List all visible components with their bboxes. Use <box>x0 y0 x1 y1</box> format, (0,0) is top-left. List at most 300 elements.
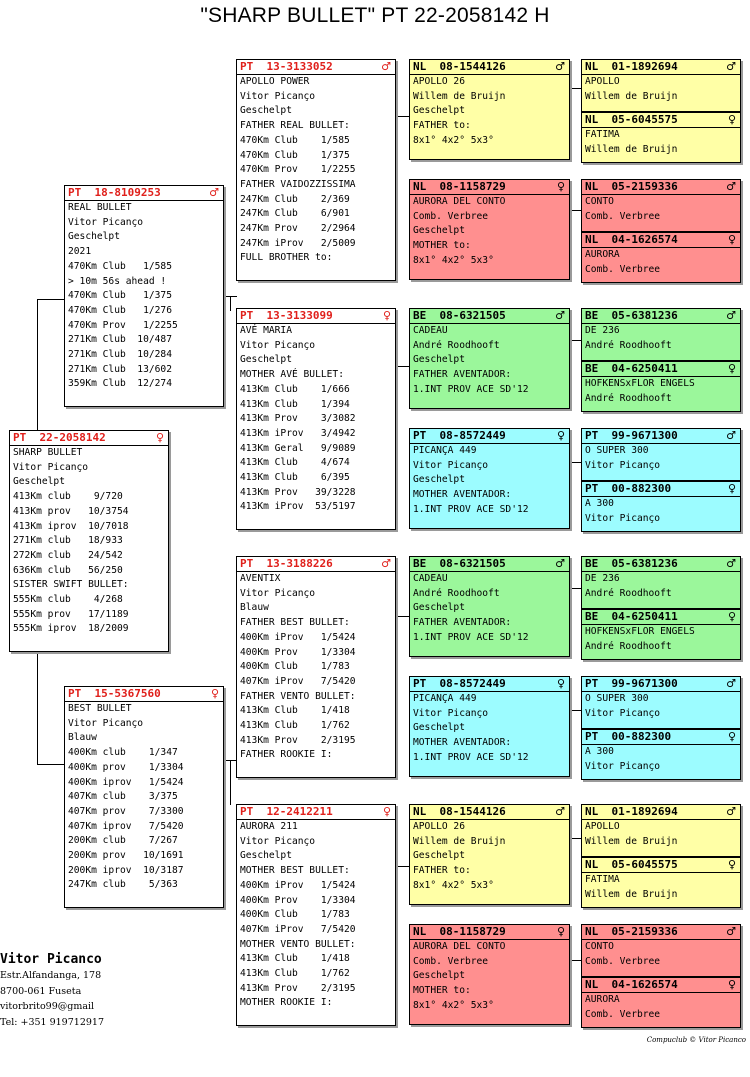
pigeon-info-line: SHARP BULLET <box>13 447 83 458</box>
pigeon-info-line: Vitor Picanço <box>585 512 661 524</box>
pigeon-entry-male <box>582 180 740 231</box>
pigeon-card-mother <box>64 686 224 908</box>
ring-number <box>582 180 740 194</box>
ring-text: PT 13-3133099 <box>240 309 333 322</box>
pigeon-info-line: 413Km Club 6/395 <box>240 472 350 484</box>
pigeon-info-line: 413Km iprov 10/7018 <box>13 520 129 532</box>
pigeon-info-line: Vitor Picanço <box>585 707 661 719</box>
female-symbol-icon: ♀ <box>727 482 736 495</box>
pigeon-info-line: FATHER VENTO BULLET: <box>240 690 356 702</box>
ring-number <box>582 978 740 992</box>
pigeon-info-line: 271Km Club 10/487 <box>68 334 172 346</box>
ring-number <box>237 60 395 74</box>
pigeon-info-line: 470Km Club 1/276 <box>68 304 172 316</box>
pigeon-card-grandparent <box>236 804 396 1026</box>
pigeon-entry-female <box>582 231 740 283</box>
female-symbol-icon: ♀ <box>727 233 736 246</box>
ring-text: BE 04-6250411 <box>585 362 678 375</box>
male-symbol-icon: ♂ <box>381 557 391 570</box>
pigeon-info-line: Vitor Picanço <box>585 760 661 772</box>
ring-text: PT 99-9671300 <box>585 429 678 442</box>
pigeon-info-line: Geschelpt <box>68 231 120 243</box>
pigeon-info-line: O SUPER 300 <box>585 693 649 704</box>
pigeon-info-line: O SUPER 300 <box>585 445 649 456</box>
pigeon-info-line: APOLLO 26 <box>413 821 465 832</box>
pigeon-info-line: 470Km Club 1/375 <box>68 290 172 302</box>
pigeon-entry-male <box>582 429 740 480</box>
pigeon-info-line: FATIMA <box>585 129 620 140</box>
pigeon-card-great-grandparent <box>409 308 570 409</box>
footer-credit: Compuclub © Vitor Picanco <box>646 1036 746 1044</box>
pigeon-info-line: André Roodhooft <box>585 587 672 599</box>
pigeon-card-grandparent <box>236 556 396 778</box>
pigeon-info-line: 413Km prov 10/3754 <box>13 505 129 517</box>
pigeon-info-line: 636Km club 56/250 <box>13 564 123 576</box>
ring-text: NL 08-1158729 <box>413 180 506 193</box>
pigeon-info-line: Comb. Verbree <box>585 263 661 275</box>
pigeon-info-line: HOFKENSxFLOR ENGELS <box>585 626 695 637</box>
pigeon-entry-female <box>582 728 740 780</box>
pigeon-info-line: A 300 <box>585 746 614 757</box>
pigeon-info-line: Comb. Verbree <box>585 955 661 967</box>
pigeon-entry-male <box>582 309 740 360</box>
pigeon-info-line: Willem de Bruijn <box>585 143 678 155</box>
ring-number <box>237 557 395 571</box>
pigeon-entry-female <box>582 480 740 532</box>
pigeon-info-line: 413Km Club 1/762 <box>240 968 350 980</box>
pigeon-info-line: 413Km Prov 39/3228 <box>240 486 356 498</box>
pigeon-info-line: 400Km Club 1/783 <box>240 661 350 673</box>
pigeon-info-line: 400Km Prov 1/3304 <box>240 646 356 658</box>
pigeon-card-great-grandparent <box>409 804 570 905</box>
pigeon-info-line: André Roodhooft <box>585 392 672 404</box>
ring-text: PT 08-8572449 <box>413 677 506 690</box>
pigeon-info-line: CADEAU <box>413 325 448 336</box>
pigeon-info-line: APOLLO POWER <box>240 76 310 87</box>
pigeon-info-line: Geschelpt <box>13 476 65 488</box>
ring-number <box>410 429 569 443</box>
pigeon-info-line: 470Km Club 1/375 <box>240 149 350 161</box>
pigeon-info-line: FATHER REAL BULLET: <box>240 120 350 132</box>
pigeon-entry-male <box>582 925 740 976</box>
pigeon-info-line: AURORA <box>585 994 620 1005</box>
owner-name: Vitor Picanco <box>0 952 102 967</box>
pigeon-info-line: 200Km prov 10/1691 <box>68 850 184 862</box>
pigeon-info-line: 200Km club 7/267 <box>68 835 178 847</box>
pigeon-entry-male <box>582 677 740 728</box>
pigeon-info-line: 413Km Club 1/418 <box>240 953 350 965</box>
pigeon-info-line: 400Km iProv 1/5424 <box>240 879 356 891</box>
pigeon-info-line: Vitor Picanço <box>68 717 144 729</box>
ring-text: PT 00-882300 <box>585 730 672 743</box>
ring-text: PT 13-3188226 <box>240 557 333 570</box>
pigeon-info-line: Willem de Bruijn <box>413 835 506 847</box>
pigeon-info-line: FATHER AVENTADOR: <box>413 369 512 381</box>
pigeon-info-line: 1.INT PROV ACE SD'12 <box>413 751 529 763</box>
ring-number <box>582 482 740 496</box>
pigeon-card-great-great-grandparents <box>581 556 741 660</box>
pigeon-entry-female <box>582 111 740 163</box>
pigeon-info-line: Geschelpt <box>240 354 292 366</box>
pigeon-info-line: AVENTIX <box>240 573 281 584</box>
pigeon-info-line: 555Km prov 17/1189 <box>13 608 129 620</box>
pigeon-card-great-great-grandparents <box>581 924 741 1028</box>
pigeon-info-line: 413Km Club 1/666 <box>240 383 350 395</box>
male-symbol-icon: ♂ <box>726 557 736 570</box>
pigeon-card-great-grandparent <box>409 924 570 1025</box>
pigeon-info-line: Vitor Picanço <box>240 587 316 599</box>
male-symbol-icon: ♂ <box>555 60 565 73</box>
pigeon-info-line: 407Km iProv 7/5420 <box>240 923 356 935</box>
female-symbol-icon: ♀ <box>727 978 736 991</box>
pigeon-info-line: 413Km Club 4/674 <box>240 457 350 469</box>
pigeon-info-line: DE 236 <box>585 573 620 584</box>
pigeon-card-father <box>64 185 224 407</box>
female-symbol-icon: ♀ <box>727 610 736 623</box>
male-symbol-icon: ♂ <box>726 180 736 193</box>
ring-text: NL 05-6045575 <box>585 113 678 126</box>
male-symbol-icon: ♂ <box>381 60 391 73</box>
pigeon-info-line: 400Km Prov 1/3304 <box>240 894 356 906</box>
ring-text: PT 00-882300 <box>585 482 672 495</box>
pigeon-info-line: Blauw <box>68 732 97 744</box>
ring-text: NL 01-1892694 <box>585 805 678 818</box>
pigeon-info-line: MOTHER BEST BULLET: <box>240 865 350 877</box>
pigeon-info-line: CONTO <box>585 196 614 207</box>
pigeon-info-line: Comb. Verbree <box>413 955 489 967</box>
pigeon-info-line: Geschelpt <box>240 850 292 862</box>
pigeon-info-line: 247Km Prov 2/2964 <box>240 223 356 235</box>
pigeon-info-line: Vitor Picanço <box>413 459 489 471</box>
pigeon-info-line: 400Km prov 1/3304 <box>68 761 184 773</box>
pigeon-info-line: CADEAU <box>413 573 448 584</box>
pigeon-info-line: 271Km Club 13/602 <box>68 363 172 375</box>
pigeon-card-great-great-grandparents <box>581 179 741 283</box>
pigeon-info-line: AVÉ MARIA <box>240 325 292 336</box>
ring-number <box>582 60 740 74</box>
male-symbol-icon: ♂ <box>209 186 219 199</box>
ring-text: NL 01-1892694 <box>585 60 678 73</box>
pigeon-info-line: Geschelpt <box>413 970 465 982</box>
pigeon-info-line: 407Km prov 7/3300 <box>68 805 184 817</box>
pigeon-info-line: 413Km Prov 3/3082 <box>240 413 356 425</box>
pigeon-info-line: 413Km iProv 53/5197 <box>240 501 356 513</box>
pigeon-info-line: 413Km Club 1/762 <box>240 720 350 732</box>
pigeon-info-line: Geschelpt <box>413 354 465 366</box>
pigeon-info-line: Geschelpt <box>413 474 465 486</box>
pigeon-card-great-grandparent <box>409 59 570 160</box>
owner-email: vitorbrito99@gmail <box>0 1001 95 1012</box>
pigeon-info-line: 407Km iprov 7/5420 <box>68 820 184 832</box>
ring-number <box>410 180 569 194</box>
pigeon-info-line: HOFKENSxFLOR ENGELS <box>585 378 695 389</box>
female-symbol-icon: ♀ <box>155 431 164 444</box>
ring-number <box>410 677 569 691</box>
owner-address-line: 8700-061 Fuseta <box>0 985 82 997</box>
pigeon-card-grandparent <box>236 308 396 530</box>
pigeon-info-line: FATHER to: <box>413 120 471 132</box>
ring-number <box>410 557 569 571</box>
ring-text: NL 04-1626574 <box>585 978 678 991</box>
pigeon-info-line: 1.INT PROV ACE SD'12 <box>413 631 529 643</box>
pigeon-entry-female <box>582 360 740 412</box>
pigeon-info-line: 400Km iprov 1/5424 <box>68 776 184 788</box>
owner-address-line: Estr.Alfandanga, 178 <box>0 970 102 981</box>
pigeon-info-line: 8x1° 4x2° 5x3° <box>413 879 494 891</box>
pigeon-info-line: 8x1° 4x2° 5x3° <box>413 999 494 1011</box>
pigeon-info-line: Geschelpt <box>413 105 465 117</box>
ring-number <box>410 925 569 939</box>
ring-number <box>582 730 740 744</box>
ring-text: PT 15-5367560 <box>68 687 161 700</box>
pigeon-card-great-grandparent <box>409 676 570 777</box>
pigeon-info-line: André Roodhooft <box>413 587 500 599</box>
owner-phone: Tel: +351 919712917 <box>0 1016 104 1028</box>
pigeon-info-line: 1.INT PROV ACE SD'12 <box>413 383 529 395</box>
ring-number <box>582 429 740 443</box>
ring-text: BE 08-6321505 <box>413 557 506 570</box>
pigeon-info-line: Vitor Picanço <box>585 459 661 471</box>
pigeon-info-line: 400Km iProv 1/5424 <box>240 631 356 643</box>
ring-text: NL 08-1544126 <box>413 805 506 818</box>
ring-number <box>582 610 740 624</box>
male-symbol-icon: ♂ <box>555 805 565 818</box>
pigeon-info-line: 200Km iprov 10/3187 <box>68 864 184 876</box>
ring-text: BE 04-6250411 <box>585 610 678 623</box>
female-symbol-icon: ♀ <box>556 429 565 442</box>
ring-text: BE 05-6381236 <box>585 557 678 570</box>
pigeon-info-line: MOTHER to: <box>413 985 471 997</box>
pigeon-entry-male <box>582 60 740 111</box>
pigeon-info-line: André Roodhooft <box>585 339 672 351</box>
pigeon-info-line: Geschelpt <box>240 105 292 117</box>
pigeon-info-line: 247Km Club 6/901 <box>240 208 350 220</box>
pigeon-info-line: APOLLO <box>585 821 620 832</box>
pigeon-info-line: FATHER BEST BULLET: <box>240 617 350 629</box>
pigeon-info-line: 400Km Club 1/783 <box>240 909 350 921</box>
ring-text: BE 05-6381236 <box>585 309 678 322</box>
male-symbol-icon: ♂ <box>726 309 736 322</box>
pigeon-info-line: 8x1° 4x2° 5x3° <box>413 134 494 146</box>
ring-number <box>410 805 569 819</box>
ring-number <box>582 309 740 323</box>
ring-number <box>237 805 395 819</box>
pigeon-card-grandparent <box>236 59 396 281</box>
pigeon-info-line: FULL BROTHER to: <box>240 252 333 264</box>
pigeon-info-line: CONTO <box>585 941 614 952</box>
pigeon-info-line: 555Km iprov 18/2009 <box>13 623 129 635</box>
pigeon-info-line: Comb. Verbree <box>585 1008 661 1020</box>
pigeon-info-line: FATHER to: <box>413 865 471 877</box>
pigeon-info-line: 359Km Club 12/274 <box>68 378 172 390</box>
pigeon-info-line: 272Km club 24/542 <box>13 549 123 561</box>
pigeon-info-line: 8x1° 4x2° 5x3° <box>413 254 494 266</box>
pigeon-info-line: FATIMA <box>585 874 620 885</box>
pigeon-info-line: 470Km Club 1/585 <box>240 134 350 146</box>
pigeon-info-line: 470Km Club 1/585 <box>68 260 172 272</box>
pigeon-card-great-grandparent <box>409 179 570 280</box>
ring-text: NL 05-2159336 <box>585 180 678 193</box>
pigeon-entry-female <box>582 976 740 1028</box>
pigeon-info-line: > 10m 56s ahead ! <box>68 275 167 287</box>
ring-text: NL 05-6045575 <box>585 858 678 871</box>
pigeon-info-line: FATHER VAIDOZZISSIMA <box>240 178 356 190</box>
pigeon-card-great-great-grandparents <box>581 804 741 908</box>
female-symbol-icon: ♀ <box>210 687 219 700</box>
pigeon-info-line: 247Km Club 2/369 <box>240 193 350 205</box>
ring-number <box>582 233 740 247</box>
pigeon-info-line: PICANÇA 449 <box>413 693 477 704</box>
ring-number <box>10 431 168 445</box>
ring-text: PT 18-8109253 <box>68 186 161 199</box>
ring-text: PT 08-8572449 <box>413 429 506 442</box>
pigeon-info-line: Geschelpt <box>413 602 465 614</box>
ring-number <box>582 113 740 127</box>
pigeon-info-line: MOTHER to: <box>413 240 471 252</box>
pigeon-info-line: BEST BULLET <box>68 703 132 714</box>
pigeon-info-line: DE 236 <box>585 325 620 336</box>
female-symbol-icon: ♀ <box>382 805 391 818</box>
pigeon-card-great-grandparent <box>409 556 570 657</box>
pigeon-info-line: 470Km Prov 1/2255 <box>240 164 356 176</box>
pedigree-title: "SHARP BULLET" PT 22-2058142 H <box>200 4 550 27</box>
pigeon-info-line: FATHER AVENTADOR: <box>413 617 512 629</box>
pigeon-info-line: Geschelpt <box>413 722 465 734</box>
ring-text: NL 05-2159336 <box>585 925 678 938</box>
pigeon-info-line: AURORA DEL CONTO <box>413 941 506 952</box>
pigeon-info-line: 413Km Club 1/394 <box>240 398 350 410</box>
ring-number <box>582 557 740 571</box>
pigeon-info-line: APOLLO 26 <box>413 76 465 87</box>
pigeon-info-line: 271Km Club 10/284 <box>68 349 172 361</box>
pigeon-info-line: 1.INT PROV ACE SD'12 <box>413 503 529 515</box>
pigeon-info-line: 413Km Club 1/418 <box>240 705 350 717</box>
pigeon-info-line: FATHER ROOKIE I: <box>240 749 333 761</box>
ring-number <box>582 805 740 819</box>
pigeon-info-line: Vitor Picanço <box>240 90 316 102</box>
pigeon-info-line: APOLLO <box>585 76 620 87</box>
ring-text: NL 08-1544126 <box>413 60 506 73</box>
female-symbol-icon: ♀ <box>382 309 391 322</box>
pigeon-entry-female <box>582 608 740 660</box>
pigeon-info-line: MOTHER ROOKIE I: <box>240 997 333 1009</box>
pigeon-info-line: 413Km Geral 9/9089 <box>240 442 356 454</box>
ring-number <box>582 677 740 691</box>
pigeon-info-line: 413Km Prov 2/3195 <box>240 734 356 746</box>
male-symbol-icon: ♂ <box>726 677 736 690</box>
pigeon-info-line: Vitor Picanço <box>68 216 144 228</box>
female-symbol-icon: ♀ <box>727 730 736 743</box>
pigeon-info-line: 247Km club 5/363 <box>68 879 178 891</box>
ring-number <box>65 186 223 200</box>
pigeon-card-great-great-grandparents <box>581 59 741 163</box>
pigeon-card-great-grandparent <box>409 428 570 529</box>
pigeon-info-line: 271Km club 18/933 <box>13 535 123 547</box>
pigeon-info-line: Comb. Verbree <box>413 210 489 222</box>
pigeon-info-line: Willem de Bruijn <box>413 90 506 102</box>
pigeon-info-line: 2021 <box>68 246 92 258</box>
male-symbol-icon: ♂ <box>726 925 736 938</box>
ring-number <box>65 687 223 701</box>
pigeon-info-line: PICANÇA 449 <box>413 445 477 456</box>
pigeon-info-line: 407Km club 3/375 <box>68 791 178 803</box>
pigeon-card-great-great-grandparents <box>581 676 741 780</box>
pigeon-entry-male <box>582 805 740 856</box>
pigeon-info-line: SISTER SWIFT BULLET: <box>13 579 129 591</box>
ring-number <box>410 309 569 323</box>
pigeon-info-line: Blauw <box>240 602 269 614</box>
female-symbol-icon: ♀ <box>556 677 565 690</box>
pigeon-info-line: AURORA 211 <box>240 821 298 832</box>
pigeon-info-line: Vitor Picanço <box>240 835 316 847</box>
ring-text: BE 08-6321505 <box>413 309 506 322</box>
pigeon-info-line: MOTHER VENTO BULLET: <box>240 938 356 950</box>
ring-number <box>582 362 740 376</box>
ring-number <box>582 858 740 872</box>
pigeon-entry-male <box>582 557 740 608</box>
pigeon-info-line: Willem de Bruijn <box>585 835 678 847</box>
ring-text: NL 08-1158729 <box>413 925 506 938</box>
male-symbol-icon: ♂ <box>555 309 565 322</box>
owner-info <box>0 952 200 1030</box>
pigeon-info-line: A 300 <box>585 498 614 509</box>
pigeon-info-line: André Roodhooft <box>585 640 672 652</box>
male-symbol-icon: ♂ <box>555 557 565 570</box>
pigeon-info-line: 407Km iProv 7/5420 <box>240 675 356 687</box>
ring-text: PT 12-2412211 <box>240 805 333 818</box>
ring-number <box>582 925 740 939</box>
pigeon-info-line: André Roodhooft <box>413 339 500 351</box>
ring-text: PT 22-2058142 <box>13 431 106 444</box>
ring-text: NL 04-1626574 <box>585 233 678 246</box>
pigeon-info-line: MOTHER AVÉ BULLET: <box>240 369 344 381</box>
pigeon-info-line: 413Km iProv 3/4942 <box>240 427 356 439</box>
pigeon-info-line: 400Km club 1/347 <box>68 747 178 759</box>
pigeon-info-line: 413Km Prov 2/3195 <box>240 982 356 994</box>
female-symbol-icon: ♀ <box>556 925 565 938</box>
ring-text: PT 99-9671300 <box>585 677 678 690</box>
pigeon-info-line: 413Km club 9/720 <box>13 491 123 503</box>
pigeon-info-line: MOTHER AVENTADOR: <box>413 737 512 749</box>
male-symbol-icon: ♂ <box>726 805 736 818</box>
pigeon-info-line: Willem de Bruijn <box>585 90 678 102</box>
pigeon-info-line: AURORA <box>585 249 620 260</box>
pigeon-info-line: MOTHER AVENTADOR: <box>413 489 512 501</box>
pigeon-info-line: Vitor Picanço <box>240 339 316 351</box>
pigeon-info-line: AURORA DEL CONTO <box>413 196 506 207</box>
pigeon-card-subject <box>9 430 169 652</box>
female-symbol-icon: ♀ <box>556 180 565 193</box>
pigeon-info-line: Willem de Bruijn <box>585 888 678 900</box>
pigeon-card-great-great-grandparents <box>581 428 741 532</box>
ring-number <box>410 60 569 74</box>
male-symbol-icon: ♂ <box>726 60 736 73</box>
pigeon-info-line: Vitor Picanço <box>13 461 89 473</box>
pigeon-info-line: REAL BULLET <box>68 202 132 213</box>
pigeon-info-line: Geschelpt <box>413 850 465 862</box>
pigeon-info-line: Comb. Verbree <box>585 210 661 222</box>
pigeon-info-line: 555Km club 4/268 <box>13 594 123 606</box>
female-symbol-icon: ♀ <box>727 113 736 126</box>
ring-text: PT 13-3133052 <box>240 60 333 73</box>
pigeon-entry-female <box>582 856 740 908</box>
pigeon-info-line: 247Km iProv 2/5009 <box>240 237 356 249</box>
ring-number <box>237 309 395 323</box>
pigeon-info-line: Vitor Picanço <box>413 707 489 719</box>
female-symbol-icon: ♀ <box>727 858 736 871</box>
female-symbol-icon: ♀ <box>727 362 736 375</box>
pigeon-info-line: 470Km Prov 1/2255 <box>68 319 178 331</box>
